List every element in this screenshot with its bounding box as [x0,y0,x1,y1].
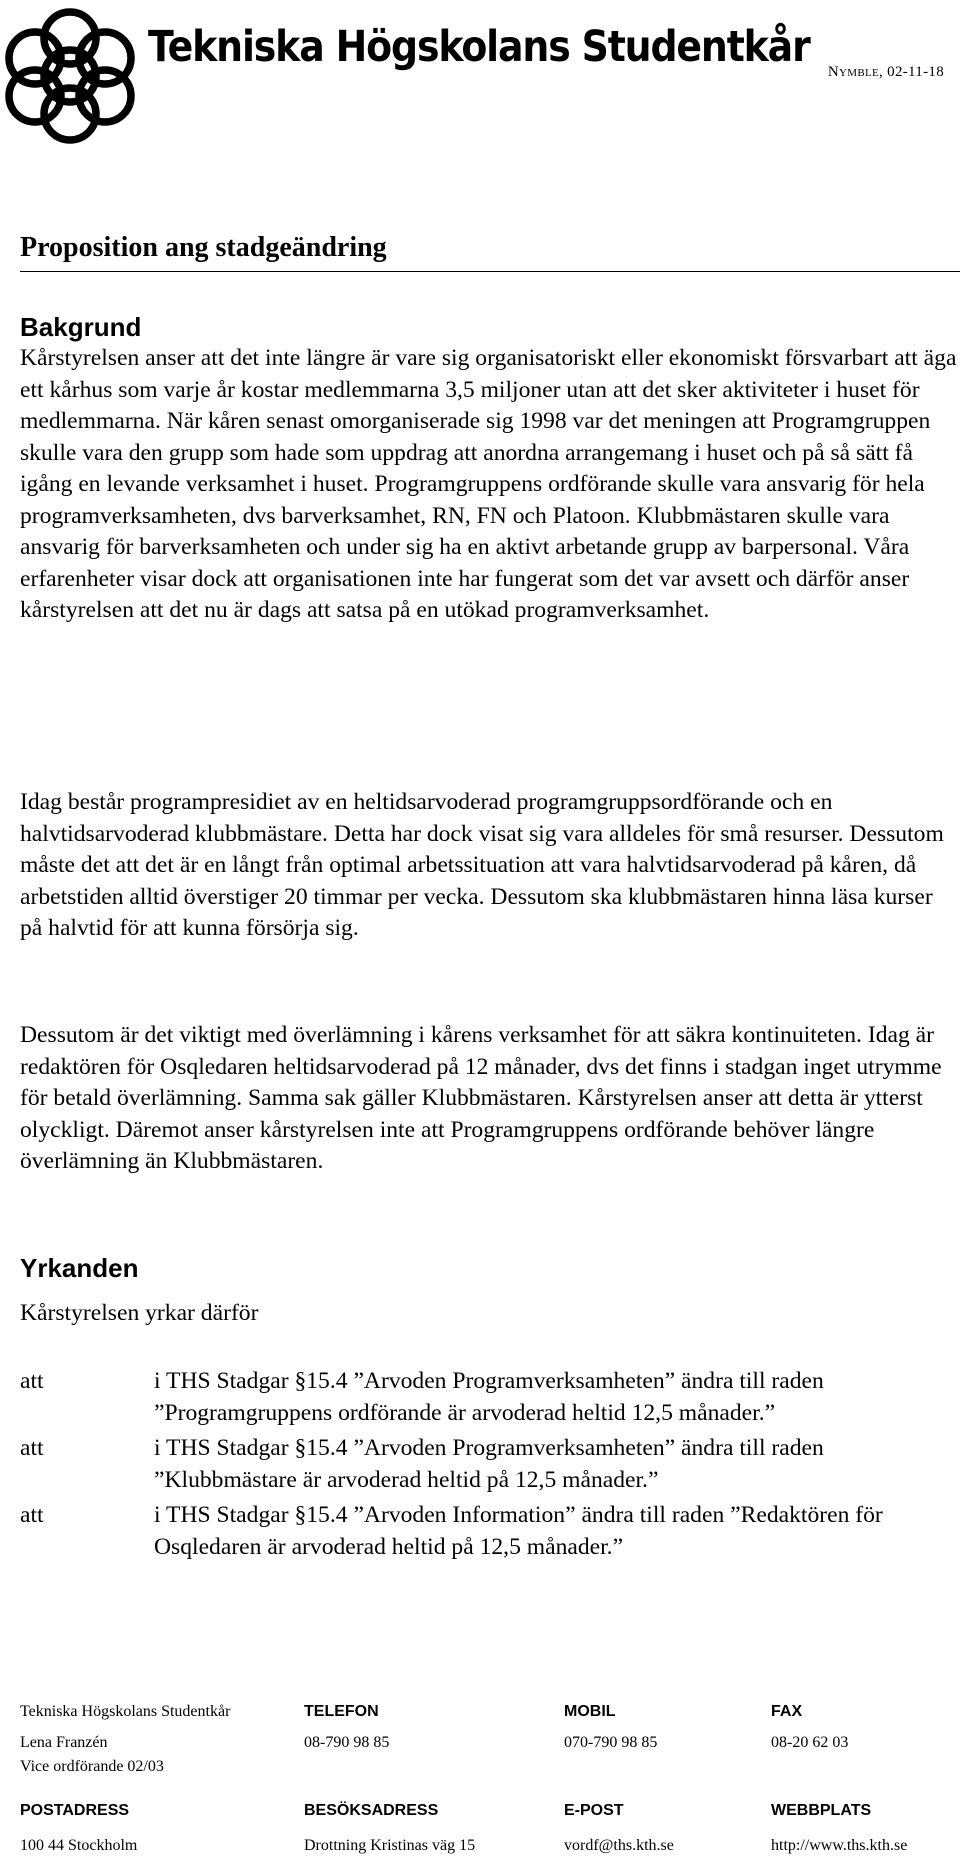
paragraph-bakgrund-3: Dessutom är det viktigt med överlämning i kårens verksamhet för att säkra kontinuiteten. Idag är redaktören för Osqledaren heltidsarvoderad på 12 månader, dvs det finns i stadgan inget utrymme för betald överlämning. Samma sak gäller Klubbmästaren. Kårstyrelsen anser att detta är ytterst olyckligt. Däremot anser kårstyrelsen inte att Programgruppens ordförande behöver längre överlämning än Klubbmästaren. [20,1022,942,1174]
motion-item [20,1432,960,1496]
brand-name: Tekniska Högskolans Studentkår [148,22,810,72]
motion-item-key: att [20,1502,44,1528]
document-title: Proposition ang stadgeändring [20,232,387,263]
motion-item [20,1499,960,1563]
section-heading-bakgrund: Bakgrund [20,312,142,342]
footer-mobil: 070-790 98 85 [564,1734,658,1751]
footer-postadress-label: POSTADRESS [20,1802,130,1819]
section-heading-yrkanden: Yrkanden [20,1253,139,1283]
footer-mobil-label: MOBIL [564,1703,616,1720]
footer-telefon: 08-790 98 85 [304,1734,390,1751]
ths-logo-rings-icon [0,0,140,148]
footer-epost-link[interactable]: vordf@ths.kth.se [564,1837,674,1854]
motion-item-text: i THS Stadgar §15.4 ”Arvoden Programverksamheten” ändra till raden ”Programgruppens ordförande är arvoderad heltid 12,5 månader.” [154,1368,824,1426]
paragraph-bakgrund-2: Idag består programpresidiet av en heltidsarvoderad programgruppsordförande och en halvtidsarvoderad klubbmästare. Detta har dock visat sig vara alldeles för små resurser. Dessutom måste det att det är en långt från optimal arbetssituation att vara halvtidsarvoderad på kåren, då arbetstiden alltid överstiger 20 timmar per vecka. Dessutom ska klubbmästaren hinna läsa kurser på halvtid för att kunna försörja sig. [20,789,944,941]
motion-item-text: i THS Stadgar §15.4 ”Arvoden Information” ändra till raden ”Redaktören för Osqledaren är arvoderad heltid på 12,5 månader.” [154,1502,883,1560]
motion-item-text: i THS Stadgar §15.4 ”Arvoden Programverksamheten” ändra till raden ”Klubbmästare är arvoderad heltid på 12,5 månader.” [154,1435,824,1493]
footer-epost-label: E-POST [564,1802,624,1819]
footer-postadress: 100 44 Stockholm [20,1837,138,1854]
footer-telefon-label: TELEFON [304,1703,379,1720]
footer-contact-role: Vice ordförande 02/03 [20,1758,164,1775]
footer-besoksadress: Drottning Kristinas väg 15 [304,1837,476,1854]
footer-contact-name: Lena Franzén [20,1734,108,1751]
motion-item-key: att [20,1435,44,1461]
footer-org: Tekniska Högskolans Studentkår [20,1703,231,1720]
footer-fax-label: FAX [771,1703,803,1720]
paragraph-bakgrund-1: Kårstyrelsen anser att det inte längre är vare sig organisatoriskt eller ekonomiskt försvarbart att äga ett kårhus som varje år kostar medlemmarna 3,5 miljoner utan att det sker aktiviteter i huset för medlemmarna. När kåren senast omorganiserade sig 1998 var det meningen att Programgruppen skulle vara den grupp som hade som uppdrag att anordna arrangemang i huset och på så sätt få igång en levande verksamhet i huset. Programgruppens ordförande skulle vara ansvarig för hela programverksamheten, dvs barverksamhet, RN, FN och Platoon. Klubbmästaren skulle vara ansvarig för barverksamheten och under sig ha en aktivt arbetande grupp av barpersonal. Våra erfarenheter visar dock att organisationen inte har fungerat som det var avsett och därför anser kårstyrelsen att det nu är dags att satsa på en utökad programverksamhet. [20,345,957,623]
footer-webbplats-link[interactable]: http://www.ths.kth.se [771,1837,908,1854]
motion-item-key: att [20,1368,44,1394]
document-reference: Nymble, 02-11-18 [827,64,944,80]
footer-webbplats-label: WEBBPLATS [771,1802,872,1819]
footer-besoksadress-label: BESÖKSADRESS [304,1802,439,1819]
footer-fax: 08-20 62 03 [771,1734,849,1751]
title-divider [20,271,960,272]
paragraph-yrkanden-intro: Kårstyrelsen yrkar därför [20,1300,259,1326]
motion-item [20,1365,960,1429]
motion-list [20,1365,960,1566]
